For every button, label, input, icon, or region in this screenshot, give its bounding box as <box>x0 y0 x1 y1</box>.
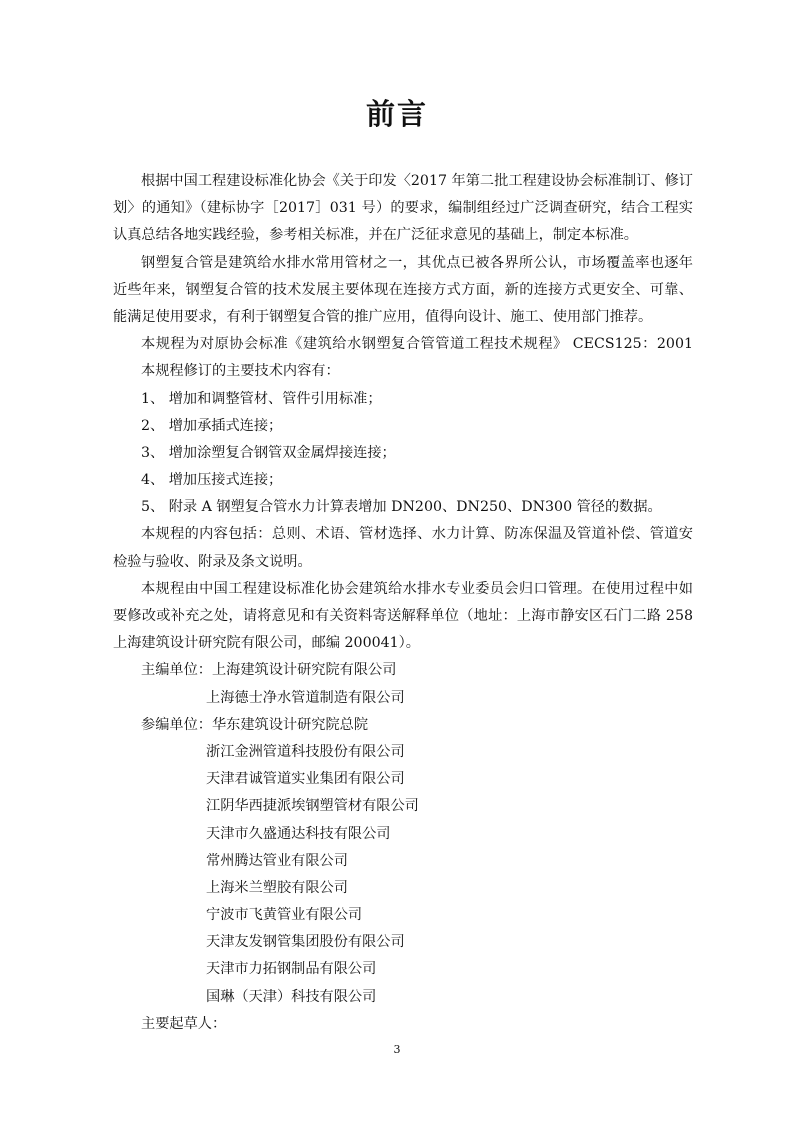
organization-name: 天津君诚管道实业集团有限公司 <box>206 771 405 788</box>
organization-name: 上海米兰塑胶有限公司 <box>206 879 348 896</box>
preface-body <box>113 168 693 1038</box>
organization-name: 国琳（天津）科技有限公司 <box>206 988 377 1005</box>
organization-name: 天津市力拓钢制品有限公司 <box>206 961 377 978</box>
page-title: 前言 <box>365 97 428 131</box>
text-line: 根据中国工程建设标准化协会《关于印发〈2017 年第二批工程建设协会标准制订、修订 <box>141 173 693 189</box>
list-item: 2、 增加承插式连接； <box>141 417 283 434</box>
text-line: 本规程的内容包括：总则、术语、管材选择、水力计算、防冻保温及管道补偿、管道安 <box>141 526 693 543</box>
text-line: 本规程修订的主要技术内容有： <box>141 363 340 380</box>
text-line: 本规程为对原协会标准《建筑给水钢塑复合管管道工程技术规程》 CECS125：2001 <box>141 336 693 353</box>
text-line: 本规程由中国工程建设标准化协会建筑给水排水专业委员会归口管理。在使用过程中如 <box>141 580 693 597</box>
organization-name: 天津友发钢管集团股份有限公司 <box>206 934 405 951</box>
text-line: 钢塑复合管是建筑给水排水常用管材之一，其优点已被各界所公认，市场覆盖率也逐年 <box>141 254 693 271</box>
list-item: 3、 增加涂塑复合钢管双金属焊接连接； <box>141 444 396 461</box>
text-line: 认真总结各地实践经验，参考相关标准，并在广泛征求意见的基础上，制定本标准。 <box>113 227 638 244</box>
list-item: 4、 增加压接式连接； <box>141 472 283 489</box>
text-line: 能满足使用要求，有利于钢塑复合管的推广应用，值得向设计、施工、使用部门推荐。 <box>113 308 653 325</box>
organization-name: 常州腾达管业有限公司 <box>206 852 348 869</box>
organization-name: 天津市久盛通达科技有限公司 <box>206 825 391 842</box>
organization-name: 江阴华西捷派埃钢塑管材有限公司 <box>206 798 419 815</box>
list-item: 5、 附录 A 钢塑复合管水力计算表增加 DN200、DN250、DN300 管径的数据。 <box>141 499 662 516</box>
text-line: 划〉的通知》（建标协字［2017］031 号）的要求，编制组经过广泛调查研究，结合工程实 <box>113 200 693 217</box>
text-line: 检验与验收、附录及条文说明。 <box>113 553 312 570</box>
chief-editor-unit: 主编单位：上海建筑设计研究院有限公司 <box>141 662 397 679</box>
organization-name: 宁波市飞黄管业有限公司 <box>206 907 363 924</box>
organization-name: 上海德士净水管道制造有限公司 <box>206 689 405 706</box>
text-line: 要修改或补充之处，请将意见和有关资料寄送解释单位（地址：上海市静安区石门二路 258 <box>113 608 693 624</box>
main-drafters-label: 主要起草人： <box>141 1015 227 1032</box>
participating-unit: 参编单位：华东建筑设计研究院总院 <box>141 716 369 733</box>
list-item: 1、 增加和调整管材、管件引用标准； <box>141 390 382 407</box>
text-line: 上海建筑设计研究院有限公司，邮编 200041）。 <box>113 635 420 652</box>
text-line: 近些年来，钢塑复合管的技术发展主要体现在连接方式方面，新的连接方式更安全、可靠、 <box>113 281 693 298</box>
page-number: 3 <box>393 1043 401 1056</box>
organization-name: 浙江金洲管道科技股份有限公司 <box>206 743 405 760</box>
